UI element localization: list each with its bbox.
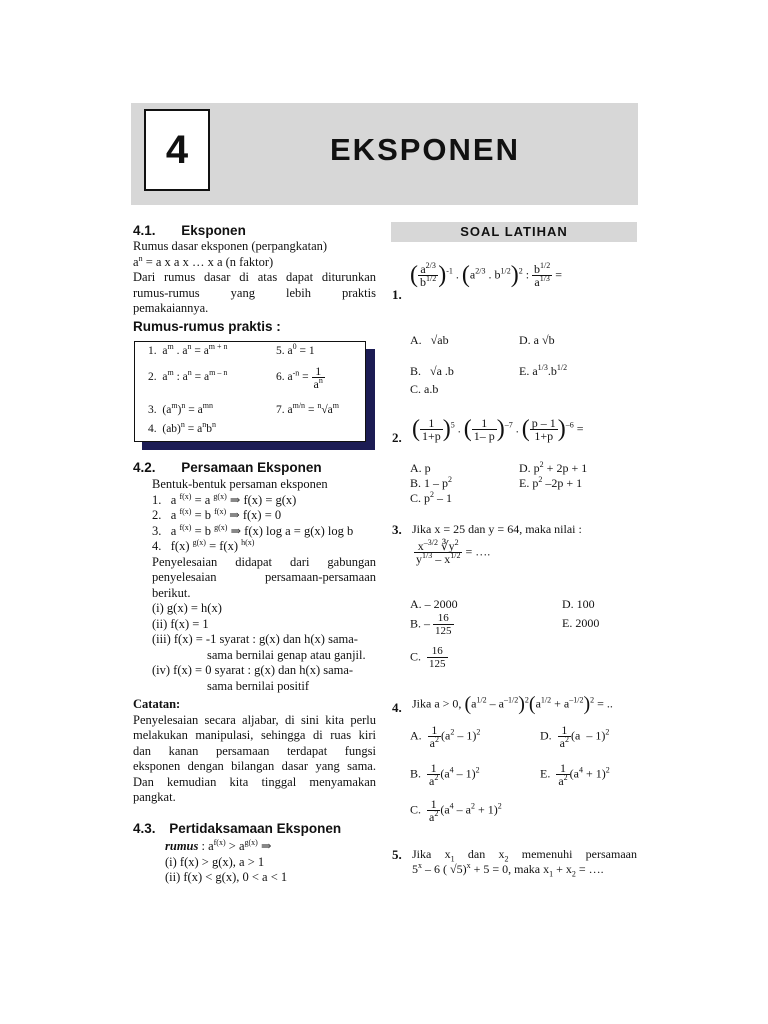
chapter-number: 4 xyxy=(165,128,189,172)
body-line: Dan kemudian kita tinggal menyamakan xyxy=(133,774,376,789)
body-line: Bentuk-bentuk persaman eksponen xyxy=(152,477,328,491)
section-number: 4.1. xyxy=(133,223,156,238)
condition-iv: (iv) f(x) = 0 syarat : g(x) dan h(x) sama- xyxy=(152,663,354,677)
question-3-text: Jika x = 25 dan y = 64, maka nilai : xyxy=(412,522,582,536)
section-title: Pertidaksamaan Eksponen xyxy=(169,821,342,836)
question-2-option-b: B. $1 - p^2$ xyxy=(410,475,453,490)
body-line: pangkat. xyxy=(133,790,176,804)
section-4-1-heading xyxy=(133,223,246,238)
question-3-option-e: E. 2000 xyxy=(562,616,600,630)
section-title: Eksponen xyxy=(181,223,246,238)
equation-form-2: 2. a $^{f(x)}$ = b $^{f(x)}$ ⇒ f(x) = 0 xyxy=(152,506,282,522)
chapter-number-box xyxy=(144,109,210,191)
condition-ii: (ii) f(x) = 1 xyxy=(152,616,209,631)
question-2-option-e: E. $p^2$ –2p + 1 xyxy=(519,475,583,490)
question-4-option-c: C. $\frac{1}{a^2}$ $(a^4 - a^2 + 1)^2$ xyxy=(410,797,502,824)
body-line: $a^n = a$ x a x … x a (n faktor) xyxy=(133,253,274,269)
formula-7: 7. $a^{m/n} = ^n√a^m$ xyxy=(276,401,339,416)
catatan-block xyxy=(133,697,376,806)
body-line: penyelesaian persamaan-persamaan xyxy=(152,570,376,584)
equation-form-3: 3. a $^{f(x)}$ = b $^{g(x)}$ ⇒ f(x) log a = g(x) log b xyxy=(152,522,354,538)
question-3-option-d: D. 100 xyxy=(562,597,595,611)
question-2-expression: ( $\frac{1}{1+p}$ )$^5$ . ( $\frac{1}{1- p}$ )$^{-7}$ . ( $\frac{p - 1}{1+p}$ )$^{-6}$ = xyxy=(412,416,584,443)
section-4-3-body xyxy=(165,839,287,886)
formula-2: 2. $a^m$ : $a^n = a^{m - n}$ xyxy=(148,368,228,383)
soal-latihan-title: SOAL LATIHAN xyxy=(460,224,568,239)
question-1-option-c: C. a.b xyxy=(410,382,439,396)
question-3-option-b: B. – $\frac{16}{125}$ xyxy=(410,612,452,637)
inequality-case-ii: (ii) f(x) < g(x), 0 < a < 1 xyxy=(165,870,288,884)
body-line: dan kanan persamaan terdapat fungsi xyxy=(133,743,376,758)
question-1-option-d: D. a √b xyxy=(519,333,555,347)
body-line: Penyelesaian didapat dari gabungan xyxy=(152,554,376,569)
question-1-number: 1. xyxy=(392,287,402,302)
question-4-option-b: B. $\frac{1}{a^2}$ $(a^4 - 1)^2$ xyxy=(410,761,480,788)
question-3-option-c: C. $\frac{16}{125}$ xyxy=(410,645,446,670)
body-line: berikut. xyxy=(152,585,191,600)
condition-iv-cont: sama bernilai positif xyxy=(207,678,310,693)
chapter-title: EKSPONEN xyxy=(330,132,520,167)
question-2-number: 2. xyxy=(392,430,402,445)
formula-5: 5. $a^0 = 1$ xyxy=(276,342,315,357)
question-1-expression: ( $\frac{a^{2/3}}{b^{1/2}}$ )$^{-1}$ . ($a^{2/3}$ . $b^{1/2})^2$ : $\frac{b^{1/2}}{a^{1/3}}$ = xyxy=(410,261,563,289)
question-1-option-e: E. $a^{1/3}.b^{1/2}$ xyxy=(519,363,568,378)
equation-form-1: 1. a $^{f(x)}$ = a $^{g(x)}$ ⇒ f(x) = g(x) xyxy=(152,491,297,507)
question-4-expression: Jika a > 0, $(a^{1/2} - a^{-1/2})^2(a^{1/2} + a^{-1/2})^2$ = .. xyxy=(412,693,613,715)
body-line: melakukan manipulasi, sehingga di ruas kiri xyxy=(133,728,376,742)
question-2-option-c: C. $p^2 - 1$ xyxy=(410,490,453,505)
question-4-number: 4. xyxy=(392,700,402,715)
body-line: Rumus dasar eksponen (perpangkatan) xyxy=(133,239,328,253)
body-line: eksponen dengan bilangan dasar yang sama. xyxy=(133,759,376,773)
question-4-option-e: E. $\frac{1}{a^2}$ $(a^4 + 1)^2$ xyxy=(540,761,610,788)
section-4-2-body xyxy=(152,477,376,694)
condition-i: (i) g(x) = h(x) xyxy=(152,601,222,615)
section-4-3-heading xyxy=(133,821,341,836)
section-4-1-body xyxy=(133,239,376,317)
formula-6: 6. $a^{-n}$ = $\frac{1}{a^n}$ xyxy=(276,364,323,391)
condition-iii-cont: sama bernilai genap atau ganjil. xyxy=(207,647,366,662)
section-number: 4.3. xyxy=(133,821,156,836)
section-title: Persamaan Eksponen xyxy=(181,460,322,475)
section-4-2-heading xyxy=(133,460,322,475)
question-2-option-d: D. $p^2 + 2p + 1$ xyxy=(519,460,588,475)
rumus-praktis-heading: Rumus-rumus praktis : xyxy=(133,319,281,334)
body-line: pemakaiannya. xyxy=(133,301,209,315)
formula-1: 1. $a^m$ . $a^n = a^{m + n}$ xyxy=(148,342,228,357)
formula-3: 3. $(a^m)^n = a^{mn}$ xyxy=(148,401,213,416)
body-line: rumus-rumus yang lebih praktis xyxy=(133,285,376,300)
question-3-expression: $\frac{x^{-3/2} ∛y^2}{y^{1/3} - x^{1/2}}$ = …. xyxy=(416,538,491,566)
question-1-option-a: A. √ab xyxy=(410,333,449,347)
catatan-title: Catatan: xyxy=(133,697,181,711)
question-5-text: Jika $x_1$ dan $x_2$ memenuhi persamaan 5$^x$ – 6 ( √5)$^x$ + 5 = 0, maka $x_1 + x_2$ = …. xyxy=(412,847,637,879)
body-line: Dari rumus dasar di atas dapat diturunkan xyxy=(133,270,376,284)
inequality-rule: rumus : $a^{f(x)} > a^{g(x)}$ ⇒ xyxy=(165,837,272,853)
question-4-option-d: D. $\frac{1}{a^2}$ (a – 1)$^2$ xyxy=(540,723,610,750)
formula-4: 4. $(ab)^n = a^nb^n$ xyxy=(148,420,216,435)
condition-iii: (iii) f(x) = -1 syarat : g(x) dan h(x) sama- xyxy=(152,632,358,646)
inequality-case-i: (i) f(x) > g(x), a > 1 xyxy=(165,854,265,869)
question-5-number: 5. xyxy=(392,847,402,862)
question-2-option-a: A. p xyxy=(410,461,431,475)
question-4-option-a: A. $\frac{1}{a^2}$ $(a^2 - 1)^2$ xyxy=(410,723,481,750)
body-line: Penyelesaian secara aljabar, di sini kita perlu xyxy=(133,712,376,727)
question-1-option-b: B. √a .b xyxy=(410,364,454,378)
question-3-number: 3. xyxy=(392,522,402,537)
section-number: 4.2. xyxy=(133,460,156,475)
equation-form-4: 4. f(x) $^{g(x)}$ = f(x) $^{h(x)}$ xyxy=(152,537,255,553)
question-3-option-a: A. – 2000 xyxy=(410,597,458,611)
